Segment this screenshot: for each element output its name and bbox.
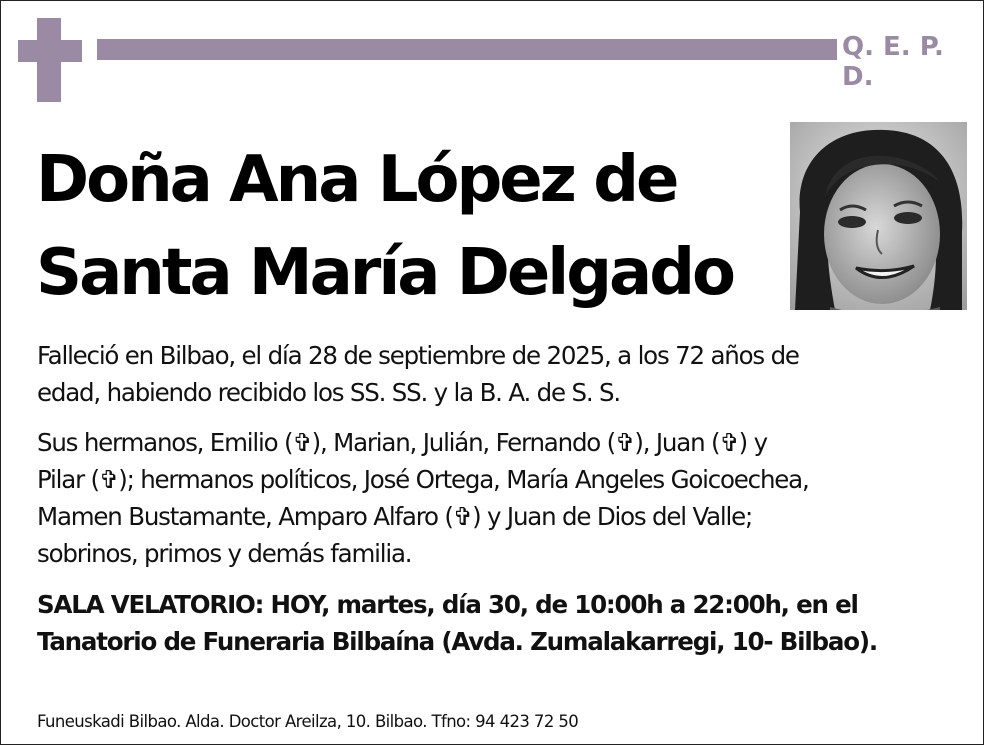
family-list-line2: Pilar (✞); hermanos políticos, José Ortega, María Angeles Goicoechea, bbox=[37, 465, 809, 494]
deceased-name-line2: Santa María Delgado bbox=[36, 236, 733, 310]
funeral-home-footer: Funeuskadi Bilbao. Alda. Doctor Areilza, 10. Bilbao. Tfno: 94 423 72 50 bbox=[37, 712, 579, 731]
portrait-photo bbox=[790, 122, 967, 310]
wake-info-line2: Tanatorio de Funeraria Bilbaína (Avda. Zumalakarregi, 10- Bilbao). bbox=[37, 627, 877, 656]
family-list-line1: Sus hermanos, Emilio (✞), Marian, Julián, Fernando (✞), Juan (✞) y bbox=[37, 428, 767, 457]
death-announcement-line2: edad, habiendo recibido los SS. SS. y la B. A. de S. S. bbox=[37, 378, 620, 407]
header-divider-bar bbox=[97, 39, 837, 60]
cross-icon bbox=[18, 18, 82, 102]
wake-info-line1: SALA VELATORIO: HOY, martes, día 30, de 10:00h a 22:00h, en el bbox=[37, 590, 858, 619]
qepd-label: Q. E. P. D. bbox=[842, 32, 944, 92]
portrait-image bbox=[790, 122, 967, 310]
cross-horizontal bbox=[18, 40, 82, 62]
deceased-name bbox=[36, 134, 733, 320]
family-list-line4: sobrinos, primos y demás familia. bbox=[37, 539, 412, 568]
death-announcement bbox=[37, 337, 957, 411]
deceased-name-line1: Doña Ana López de bbox=[36, 143, 677, 217]
death-announcement-line1: Falleció en Bilbao, el día 28 de septiembre de 2025, a los 72 años de bbox=[37, 341, 799, 370]
family-list-line3: Mamen Bustamante, Amparo Alfaro (✞) y Juan de Dios del Valle; bbox=[37, 502, 753, 531]
wake-info bbox=[37, 586, 957, 660]
family-list bbox=[37, 424, 957, 572]
